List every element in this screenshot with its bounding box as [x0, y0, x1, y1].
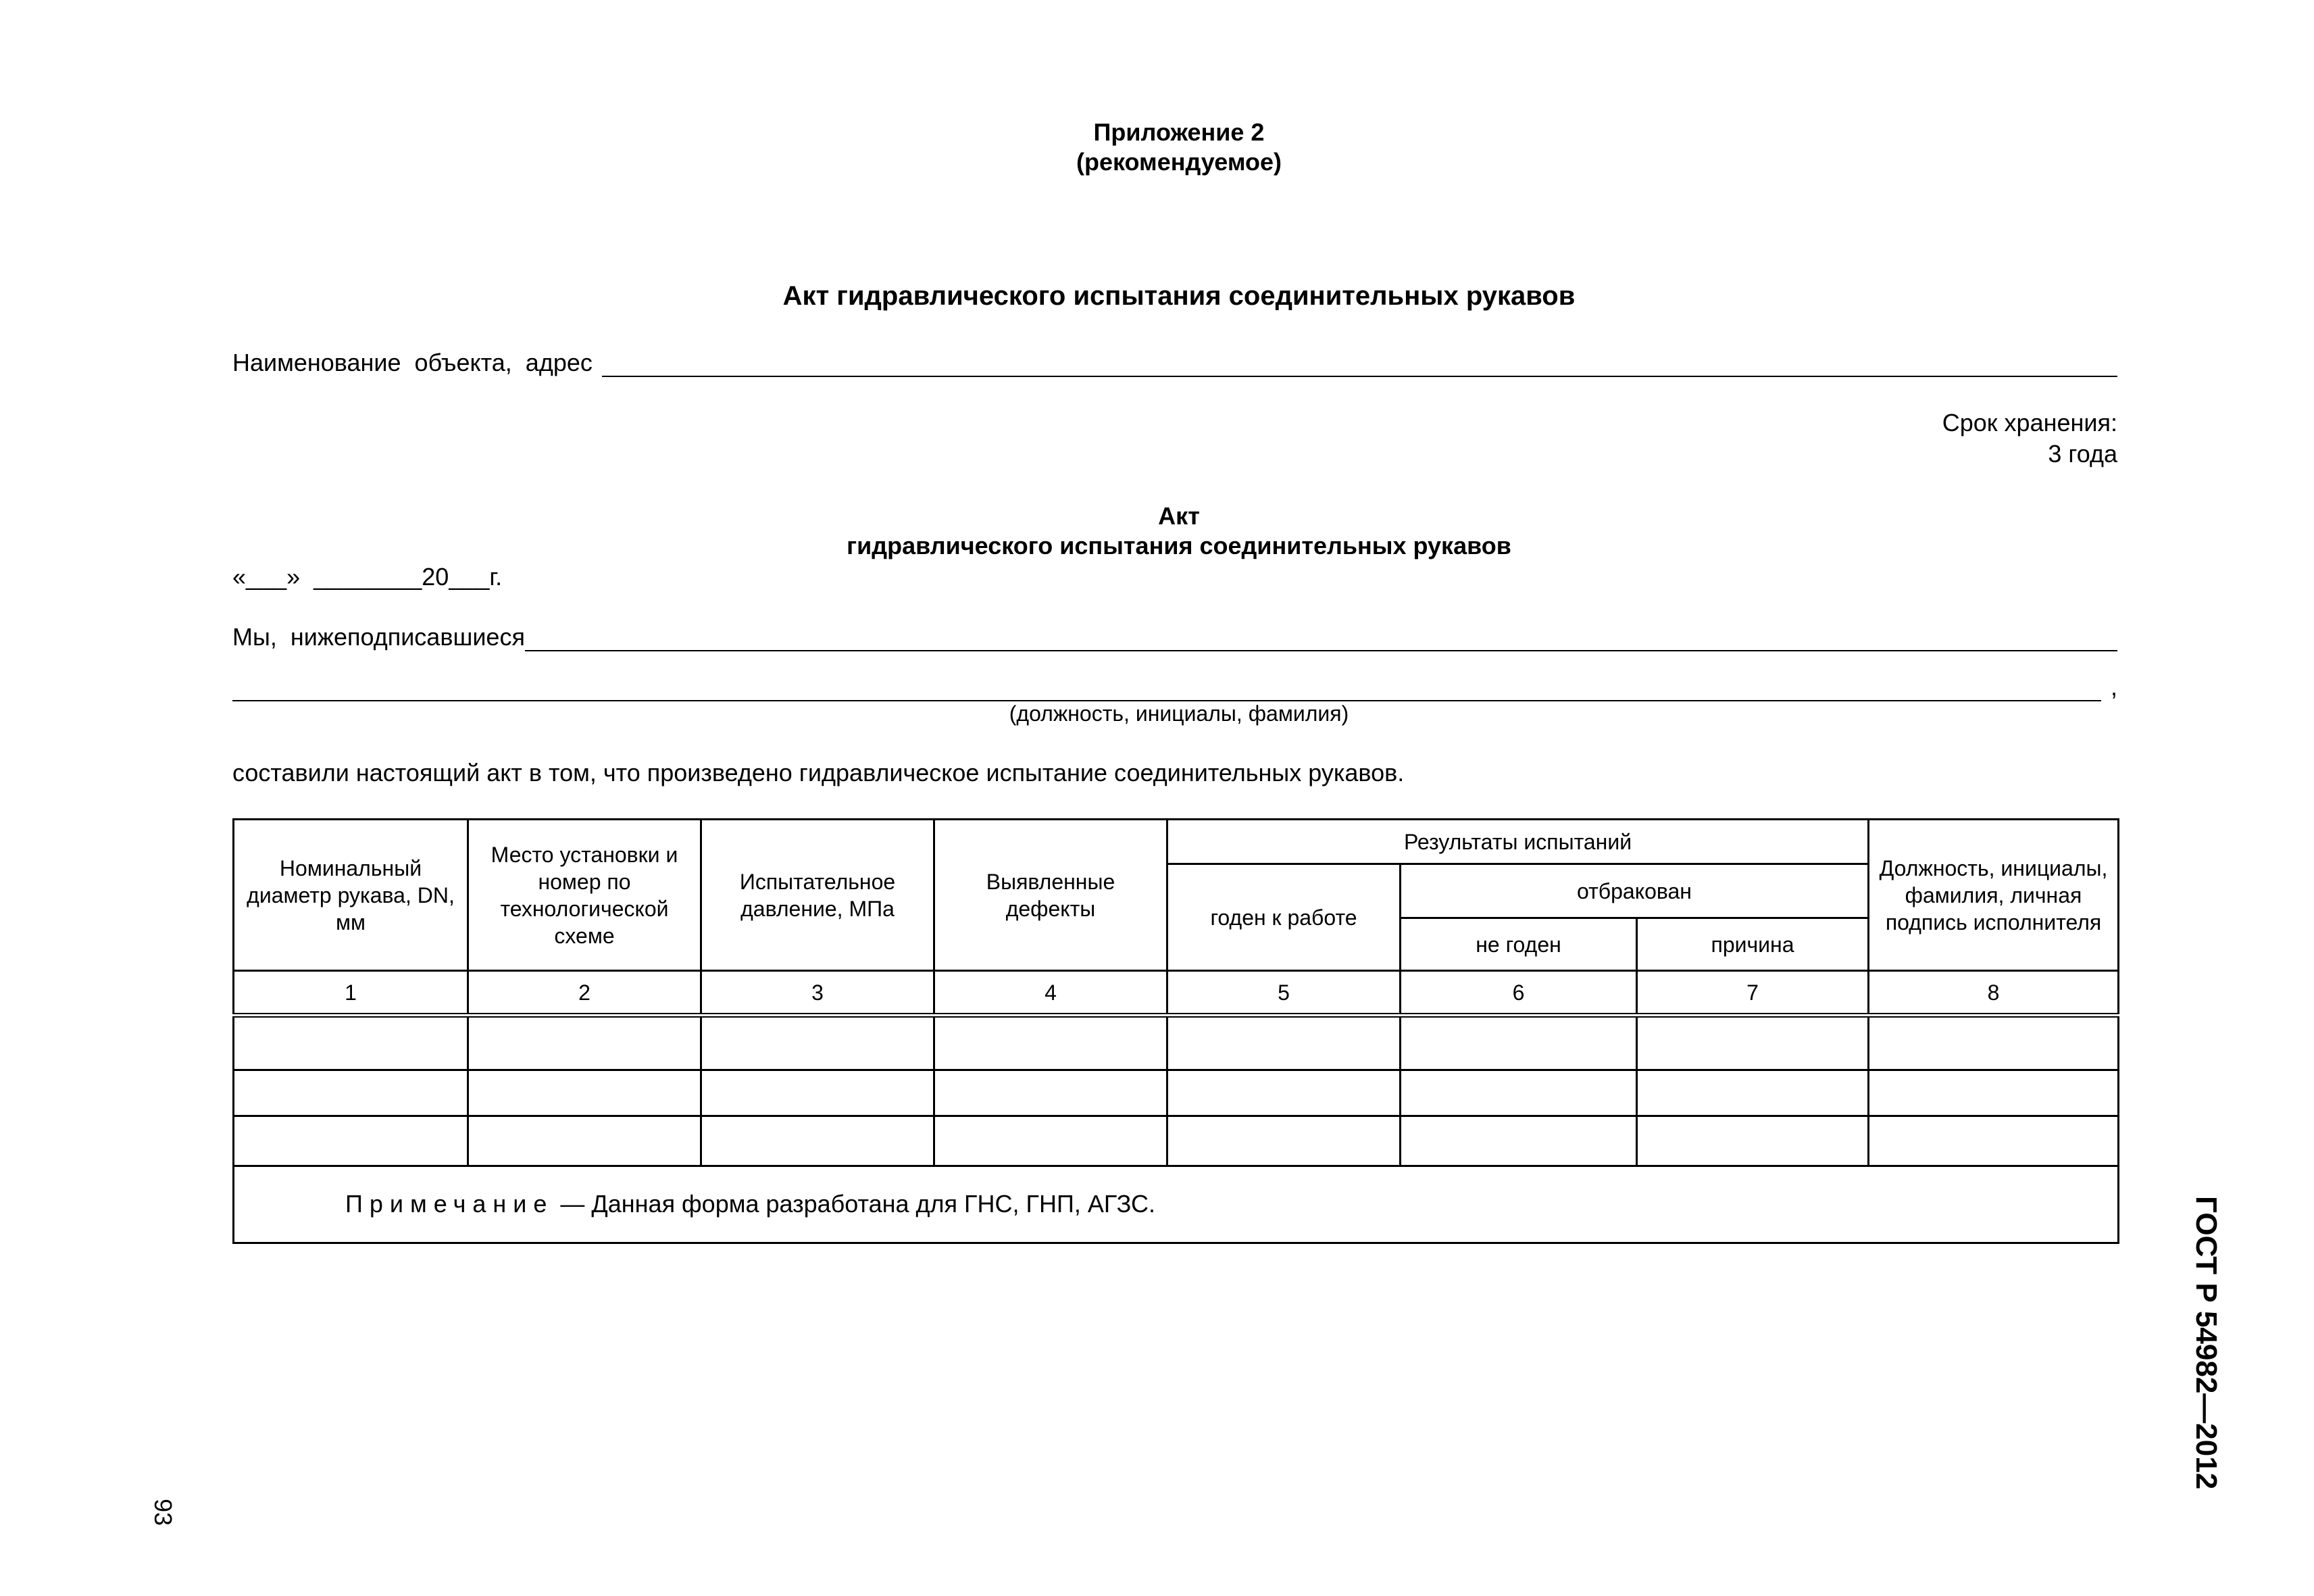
note-text: — Данная форма разработана для ГНС, ГНП, АГЗС. [553, 1190, 1155, 1218]
header-fit: годен к работе [1167, 864, 1401, 971]
note-label: Примечание [345, 1190, 554, 1218]
object-address-field[interactable] [602, 355, 2117, 377]
signers-field[interactable] [525, 630, 2117, 651]
table-cell[interactable] [234, 1016, 468, 1070]
signers-caption: (должность, инициалы, фамилия) [1009, 701, 1349, 726]
table-cell[interactable] [468, 1016, 701, 1070]
header-nominal-diameter: Номинальный диаметр рукава, DN, мм [234, 820, 468, 971]
table-cell[interactable] [1637, 1016, 1869, 1070]
test-results-table [232, 818, 2119, 1244]
act-title-line1: Акт [1158, 502, 1200, 530]
header-unfit: не годен [1401, 918, 1637, 971]
statement-text: составили настоящий акт в том, что произведено гидравлическое испытание соединительных рукавов. [232, 759, 1405, 787]
table-cell[interactable] [1167, 1070, 1401, 1116]
table-cell[interactable] [1637, 1070, 1869, 1116]
page-number: 93 [149, 1499, 177, 1526]
table-cell[interactable] [468, 1116, 701, 1166]
table-cell[interactable] [1401, 1116, 1637, 1166]
header-results-group: Результаты испытаний [1167, 820, 1869, 864]
table-row [234, 1070, 2119, 1116]
column-number: 3 [701, 971, 934, 1016]
table-cell[interactable] [1401, 1070, 1637, 1116]
column-number: 4 [934, 971, 1167, 1016]
object-address-label: Наименование объекта, адрес [232, 349, 593, 376]
column-number: 2 [468, 971, 701, 1016]
signers-field-2[interactable] [232, 680, 2101, 701]
appendix-note: (рекомендуемое) [1076, 148, 1282, 176]
table-cell[interactable] [701, 1070, 934, 1116]
storage-value: 3 года [2048, 440, 2117, 468]
table-cell[interactable] [468, 1070, 701, 1116]
table-cell[interactable] [934, 1016, 1167, 1070]
table-cell[interactable] [934, 1070, 1167, 1116]
signers-row [232, 622, 2117, 651]
table-cell[interactable] [1401, 1016, 1637, 1070]
table-cell[interactable] [1167, 1116, 1401, 1166]
table-cell[interactable] [1869, 1016, 2119, 1070]
trailing-comma: , [2110, 673, 2117, 701]
column-number: 5 [1167, 971, 1401, 1016]
table-cell[interactable] [234, 1070, 468, 1116]
appendix-heading: Приложение 2 [1093, 118, 1265, 146]
header-executor: Должность, инициалы, фамилия, личная подпись исполнителя [1869, 820, 2119, 971]
table-row [234, 1116, 2119, 1166]
table-cell[interactable] [1869, 1070, 2119, 1116]
column-number: 6 [1401, 971, 1637, 1016]
act-title-line2: гидравлического испытания соединительных рукавов [847, 532, 1511, 559]
object-address-row [232, 347, 2117, 377]
table-row [234, 1016, 2119, 1070]
header-rejected-group: отбракован [1401, 864, 1869, 918]
standard-designation: ГОСТ Р 54982—2012 [2190, 1196, 2223, 1490]
header-defects: Выявленные дефекты [934, 820, 1167, 971]
table-cell[interactable] [701, 1016, 934, 1070]
header-test-pressure: Испытательное давление, МПа [701, 820, 934, 971]
header-installation-place: Место установки и номер по технологической схеме [468, 820, 701, 971]
table-note [234, 1166, 2119, 1243]
signers-label: Мы, нижеподписавшиеся [232, 623, 525, 651]
table-cell[interactable] [1167, 1016, 1401, 1070]
table-cell[interactable] [234, 1116, 468, 1166]
signers-row-2 [232, 672, 2117, 701]
storage-label: Срок хранения: [1942, 409, 2117, 437]
table-cell[interactable] [1869, 1116, 2119, 1166]
table-cell[interactable] [934, 1116, 1167, 1166]
header-reason: причина [1637, 918, 1869, 971]
table-cell[interactable] [701, 1116, 934, 1166]
column-number: 7 [1637, 971, 1869, 1016]
document-title: Акт гидравлического испытания соединительных рукавов [782, 281, 1576, 311]
column-number: 8 [1869, 971, 2119, 1016]
table-cell[interactable] [1637, 1116, 1869, 1166]
date-field[interactable]: «___» ________20___г. [232, 563, 503, 591]
column-number: 1 [234, 971, 468, 1016]
